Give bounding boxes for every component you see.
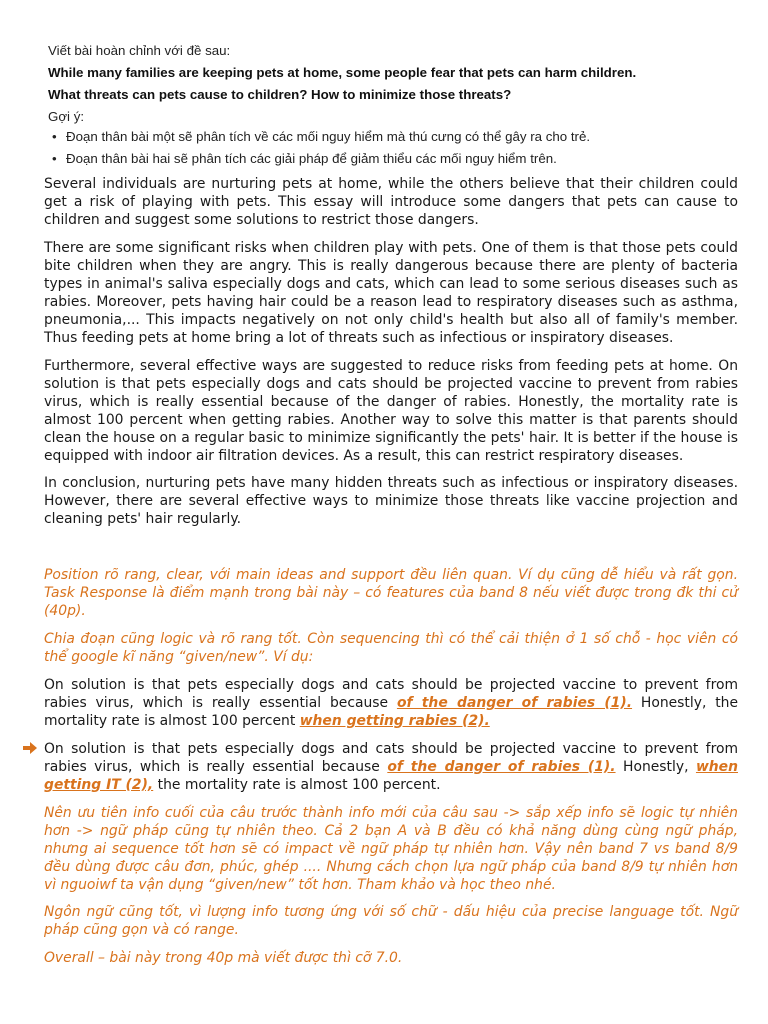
feedback-overall [44,950,738,968]
prompt-box [44,38,644,170]
prompt-bullet-text: Đoạn thân bài một sẽ phân tích về các mối nguy hiểm mà thú cưng có thể gây ra cho trẻ. [66,129,591,144]
essay-paragraph: Furthermore, several effective ways are suggested to reduce risks from feeding pets at home. On solution is that pets especially dogs and cats should be projected vaccine to prevent from rabies virus, which is really essential because of the danger of rabies. Honestly, the mortality rate is almost 100 percent when getting rabies. Another way to solve this matter is that parents should clean the house on a regular basic to minimize significantly the pets' hair. It is better if the house is equipped with indoor air filtration devices. As a result, this can restrict respiratory diseases. [44,358,738,464]
feedback-language [44,904,738,940]
prompt-question-line2: What threats can pets cause to children? How to minimize those threats? [48,87,512,102]
feedback-paragraph: Position rõ rang, clear, với main ideas and support đều liên quan. Ví dụ cũng dễ hiểu và rất gọn. Task Response là điểm mạnh trong bài này – có features của band 8 nếu viết được trong đk thi cử (40p). [44,567,738,619]
example-improved [44,741,738,795]
feedback-given-new [44,805,738,895]
highlight-phrase: when getting IT (2), [44,758,738,793]
essay-paragraph: In conclusion, nurturing pets have many hidden threats such as infectious or inspiratory diseases. However, there are several effective ways to minimize those threats like vaccine projection and cleaning pets' hair regularly. [44,475,738,527]
highlight-phrase: of the danger of rabies (1). [396,694,633,711]
feedback-paragraph: Chia đoạn cũng logic và rõ rang tốt. Còn sequencing thì có thể cải thiện ở 1 số chỗ - học viên có thể google kĩ năng “given/new”. Ví dụ: [44,631,738,665]
example-text: Honestly, the mortality rate is almost 100 percent [44,694,738,729]
feedback-paragraph: Overall – bài này trong 40p mà viết được thì cỡ 7.0. [44,950,403,966]
prompt-bullet [52,151,557,166]
example-text: the mortality rate is almost 100 percent. [153,776,441,793]
essay-paragraph: There are some significant risks when children play with pets. One of them is that those pets could bite children when they are angry. This is really dangerous because there are plenty of bacteria types in animal's saliva especially dogs and cats, which can lead to some serious diseases such as rabies. Moreover, pets having hair could be a reason lead to respiratory diseases such as asthma, pneumonia,... This impacts negatively on not only child's health but also all of family's member. Thus feeding pets at home bring a lot of threats such as infectious or inspiratory diseases. [44,240,738,346]
arrow-right-icon [22,740,38,756]
example-paragraph [44,741,738,795]
essay-paragraph: Several individuals are nurturing pets at home, while the others believe that their children could get a risk of playing with pets. This essay will introduce some dangers that pets can cause to children and suggest some solutions to restrict those dangers. [44,176,738,228]
essay-body1 [44,240,738,347]
prompt-hint-label: Gợi ý: [48,109,85,124]
highlight-phrase: of the danger of rabies (1). [387,758,616,775]
prompt-bullet-text: Đoạn thân bài hai sẽ phân tích các giải pháp để giảm thiểu các mối nguy hiểm trên. [66,151,557,166]
bullet-dot-icon: • [52,151,57,166]
prompt-bullet [52,129,590,144]
example-text: On solution is that pets especially dogs and cats should be projected vaccine to prevent from rabies virus, which is really essential because [44,741,738,775]
feedback-task-response [44,567,738,621]
example-text: Honestly, [615,758,696,775]
essay-intro [44,176,738,230]
feedback-paragraph: Nên ưu tiên info cuối của câu trước thành info mới của câu sau -> sắp xếp info sẽ logic tự nhiên hơn -> ngữ pháp cũng tự nhiên theo. Cả 2 bạn A và B đều có khả năng dùng cùng ngữ pháp, nhưng ai sequence tốt hơn sẽ có impact về ngữ pháp tự nhiên hơn. Vậy nên band 7 vs band 8/9 đều dùng được câu đơn, phúc, ghép .... Nhưng cách chọn lựa ngữ pháp của band 8/9 tự nhiên hơn vì nguoiwf ta vận dụng “given/new” tốt hơn. Tham khảo và học theo nhé. [44,805,738,893]
example-text: On solution is that pets especially dogs and cats should be projected vaccine to prevent from rabies virus, which is really essential because [44,677,738,711]
highlight-phrase: when getting rabies (2). [299,712,490,729]
prompt-question-line1: While many families are keeping pets at home, some people fear that pets can harm children. [48,65,637,80]
example-paragraph [44,677,738,731]
essay-conclusion [44,475,738,529]
bullet-dot-icon: • [52,129,57,144]
feedback-coherence [44,631,738,667]
prompt-instruction: Viết bài hoàn chỉnh với đề sau: [48,43,231,58]
feedback-paragraph: Ngôn ngữ cũng tốt, vì lượng info tương ứng với số chữ - dấu hiệu của precise language tốt. Ngữ pháp cũng gọn và có range. [44,904,738,938]
example-original [44,677,738,731]
essay-body2 [44,358,738,465]
